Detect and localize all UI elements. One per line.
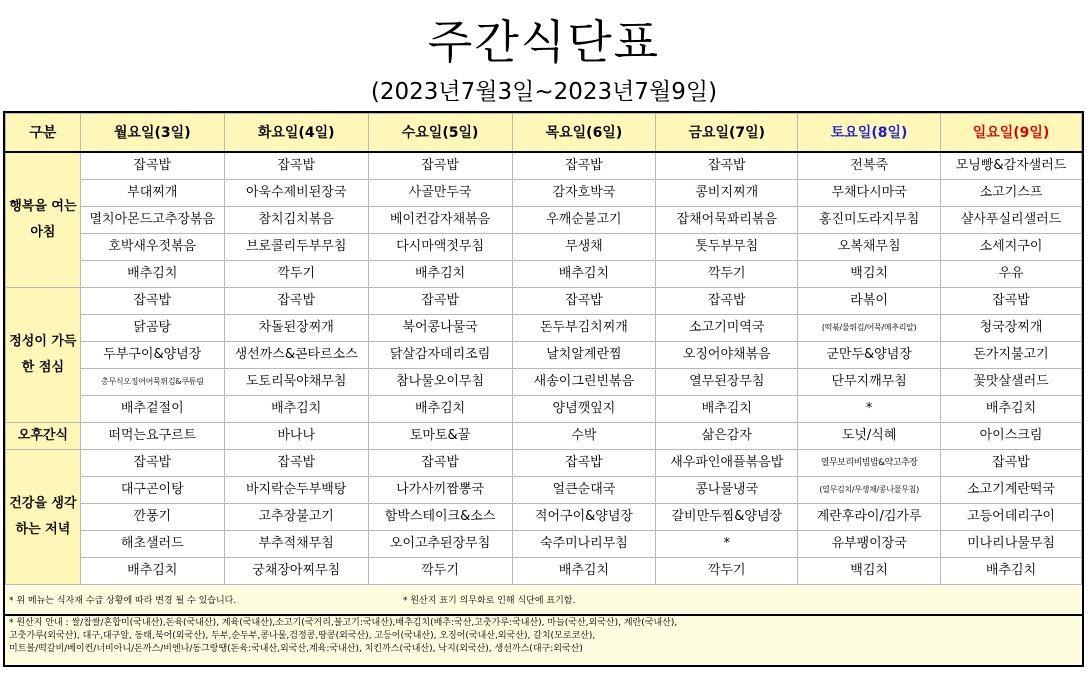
dinner-row — [6, 531, 1082, 558]
menu-item: 백김치 — [798, 558, 941, 585]
menu-item: 숙주미나리무침 — [512, 531, 656, 558]
menu-item: 잡곡밥 — [80, 152, 224, 180]
menu-item: 수박 — [512, 423, 656, 450]
menu-item: 전복죽 — [798, 152, 941, 180]
menu-item: 바지락순두부백탕 — [224, 477, 368, 504]
lunch-row — [6, 396, 1082, 423]
menu-item: 잡곡밥 — [368, 450, 512, 477]
menu-item: 아욱수제비된장국 — [224, 180, 368, 207]
menu-item: 미나리나물무침 — [941, 531, 1082, 558]
menu-item: 날치알계란찜 — [512, 342, 656, 369]
menu-item: 청국장찌개 — [941, 315, 1082, 342]
snack-label: 오후간식 — [6, 423, 81, 450]
menu-item: 열무된장무침 — [656, 369, 798, 396]
note-origin: * 원산지 표기 의무화로 인해 식단에 표기함. — [403, 596, 576, 606]
menu-item: 아이스크림 — [941, 423, 1082, 450]
lunch-row — [6, 315, 1082, 342]
menu-item: 바나나 — [224, 423, 368, 450]
menu-item: 잡곡밥 — [941, 450, 1082, 477]
header-tuesday: 화요일(4일) — [224, 114, 368, 153]
menu-item: 함박스테이크&소스 — [368, 504, 512, 531]
menu-item: 무생채 — [512, 234, 656, 261]
menu-item: 소고기계란떡국 — [941, 477, 1082, 504]
menu-item: 토마토&꿀 — [368, 423, 512, 450]
menu-item: 브로콜리두부무침 — [224, 234, 368, 261]
menu-item: 차돌된장찌개 — [224, 315, 368, 342]
page-title: 주간식단표 — [427, 15, 661, 69]
menu-item: 깍두기 — [656, 261, 798, 288]
menu-item: 궁채장아찌무침 — [224, 558, 368, 585]
menu-item: 잡곡밥 — [368, 152, 512, 180]
menu-item: 고추장불고기 — [224, 504, 368, 531]
menu-item: 배추김치 — [368, 396, 512, 423]
menu-item: 떠먹는요구르트 — [80, 423, 224, 450]
header-category: 구분 — [6, 114, 81, 153]
menu-item: 열무보리비빔밥&약고추장 — [798, 450, 941, 477]
menu-item: 양념깻잎지 — [512, 396, 656, 423]
lunch-row — [6, 342, 1082, 369]
notes-bar — [5, 588, 1082, 616]
dinner-row — [6, 450, 1082, 477]
menu-item: 소고기미역국 — [656, 315, 798, 342]
header-row — [6, 114, 1082, 153]
menu-item: 감자호박국 — [512, 180, 656, 207]
menu-item: 오징어야채볶음 — [656, 342, 798, 369]
menu-item: 생선까스&콘타르소스 — [224, 342, 368, 369]
menu-item: 잡곡밥 — [656, 288, 798, 315]
menu-item: 잡곡밥 — [512, 450, 656, 477]
menu-item: 꽃맛살샐러드 — [941, 369, 1082, 396]
menu-item: 계란후라이/김가루 — [798, 504, 941, 531]
breakfast-row — [6, 180, 1082, 207]
menu-item: 배추김치 — [80, 558, 224, 585]
menu-item: 배추김치 — [512, 558, 656, 585]
menu-item: 톳두부무침 — [656, 234, 798, 261]
menu-item: 배추김치 — [941, 558, 1082, 585]
menu-item: 소고기스프 — [941, 180, 1082, 207]
menu-item: 샬사푸실리샐러드 — [941, 207, 1082, 234]
lunch-row — [6, 369, 1082, 396]
menu-frame — [3, 111, 1084, 667]
menu-item: 적어구이&양념장 — [512, 504, 656, 531]
menu-item: 배추김치 — [80, 261, 224, 288]
header-wednesday: 수요일(5일) — [368, 114, 512, 153]
menu-item: 베이컨감자채볶음 — [368, 207, 512, 234]
menu-item: 닭살감자데리조림 — [368, 342, 512, 369]
menu-item: 새송이그린빈볶음 — [512, 369, 656, 396]
menu-item: (열무김치/무생채/콩나물무침) — [798, 477, 941, 504]
menu-item: 오복채무침 — [798, 234, 941, 261]
menu-item: 소세지구이 — [941, 234, 1082, 261]
header-thursday: 목요일(6일) — [512, 114, 656, 153]
menu-item: 돈가지불고기 — [941, 342, 1082, 369]
breakfast-row — [6, 234, 1082, 261]
menu-item: 배추김치 — [224, 396, 368, 423]
menu-item: 우깨순불고기 — [512, 207, 656, 234]
menu-item: 참나물오이무침 — [368, 369, 512, 396]
breakfast-label: 행복을 여는 아침 — [6, 152, 81, 288]
menu-item: 나가사끼짬뽕국 — [368, 477, 512, 504]
menu-item: 잡곡밥 — [224, 450, 368, 477]
menu-item: 잡곡밥 — [80, 450, 224, 477]
menu-item: 참치김치볶음 — [224, 207, 368, 234]
breakfast-row — [6, 261, 1082, 288]
menu-item: * — [656, 531, 798, 558]
origin-line: 고춧가루(외국산), 대구,대구알, 동태,북어(외국산), 두부,순두부,콩나물,검정콩,땅콩(외국산), 고등어(국내산), 오징어(국내산,외국산), 갈치(모로코산), — [9, 631, 596, 641]
menu-item: 부추적채무침 — [224, 531, 368, 558]
snack-row — [6, 423, 1082, 450]
dinner-label: 건강을 생각하는 저녁 — [6, 450, 81, 585]
menu-item: 잡곡밥 — [224, 152, 368, 180]
breakfast-row — [6, 207, 1082, 234]
origin-line: * 원산지 안내 : 쌀/찹쌀/혼합미(국내산),돈육(국내산), 계육(국내산),소고기(국거리,불고기:국내산),배추김치(배추:국산,고춧가루:국내산), 마늘(국산,외국산), 계란(국내산), — [9, 618, 678, 628]
menu-item: 깐풍기 — [80, 504, 224, 531]
menu-item: 사골만두국 — [368, 180, 512, 207]
menu-item: 돈두부김치찌개 — [512, 315, 656, 342]
lunch-label: 정성이 가득한 점심 — [6, 288, 81, 423]
menu-item: 잡채어묵꽈리볶음 — [656, 207, 798, 234]
menu-item: 배추김치 — [512, 261, 656, 288]
origin-line: 미트볼/떡갈비/베이컨/너비아니/돈까스/비엔나/동그랑땡(돈육:국내산,외국산,계육:국내산), 치킨까스(국내산), 낙지(외국산), 생선까스(대구:외국산) — [9, 644, 583, 654]
lunch-row — [6, 288, 1082, 315]
menu-item: 깍두기 — [656, 558, 798, 585]
menu-item: 배추김치 — [941, 396, 1082, 423]
menu-item: 깍두기 — [368, 558, 512, 585]
dinner-row — [6, 558, 1082, 585]
menu-item: 총무식오징어어묵튀김&쿠튜림 — [80, 369, 224, 396]
menu-item: 백김치 — [798, 261, 941, 288]
menu-item: 잡곡밥 — [512, 152, 656, 180]
menu-item: 잡곡밥 — [656, 152, 798, 180]
dinner-row — [6, 477, 1082, 504]
menu-item: 배추겉절이 — [80, 396, 224, 423]
header-monday: 월요일(3일) — [80, 114, 224, 153]
header-friday: 금요일(7일) — [656, 114, 798, 153]
header-sunday: 일요일(9일) — [941, 114, 1082, 153]
menu-item: 두부구이&양념장 — [80, 342, 224, 369]
menu-item: 잡곡밥 — [512, 288, 656, 315]
menu-item: 모닝빵&감자샐러드 — [941, 152, 1082, 180]
menu-item: 다시마액젓무침 — [368, 234, 512, 261]
menu-item: (떡볶/물튀김/어묵/메추리알) — [798, 315, 941, 342]
menu-item: 우유 — [941, 261, 1082, 288]
header-saturday: 토요일(8일) — [798, 114, 941, 153]
menu-item: 멸치아몬드고추장볶음 — [80, 207, 224, 234]
menu-item: 단무지깨무침 — [798, 369, 941, 396]
menu-item: 잡곡밥 — [80, 288, 224, 315]
dinner-row — [6, 504, 1082, 531]
menu-item: 깍두기 — [224, 261, 368, 288]
menu-item: 도넛/식혜 — [798, 423, 941, 450]
menu-item: 해초샐러드 — [80, 531, 224, 558]
menu-item: 배추김치 — [656, 396, 798, 423]
menu-item: 닭곰탕 — [80, 315, 224, 342]
menu-item: 군만두&양념장 — [798, 342, 941, 369]
menu-item: 콩나물냉국 — [656, 477, 798, 504]
menu-item: 새우파인애플볶음밥 — [656, 450, 798, 477]
menu-item: 도토리묵야채무침 — [224, 369, 368, 396]
menu-item: 라볶이 — [798, 288, 941, 315]
menu-item: 호박새우젓볶음 — [80, 234, 224, 261]
menu-item: 잡곡밥 — [941, 288, 1082, 315]
note-change: * 위 메뉴는 식자재 수급 상황에 따라 변경 될 수 있습니다. — [9, 596, 237, 606]
menu-item: 고등어데리구이 — [941, 504, 1082, 531]
breakfast-row — [6, 152, 1082, 180]
menu-item: 북어콩나물국 — [368, 315, 512, 342]
menu-item: 배추김치 — [368, 261, 512, 288]
date-range: (2023년7월3일~2023년7월9일) — [370, 79, 718, 105]
menu-item: 홍진미도라지무침 — [798, 207, 941, 234]
menu-item: 잡곡밥 — [224, 288, 368, 315]
menu-item: 잡곡밥 — [368, 288, 512, 315]
menu-item: 콩비지찌개 — [656, 180, 798, 207]
menu-item: 유부팽이장국 — [798, 531, 941, 558]
menu-item: 삶은감자 — [656, 423, 798, 450]
weekly-menu-table — [5, 113, 1082, 585]
menu-item: 얼큰순대국 — [512, 477, 656, 504]
menu-item: 갈비만두찜&양념장 — [656, 504, 798, 531]
menu-item: 부대찌개 — [80, 180, 224, 207]
menu-item: 무채다시마국 — [798, 180, 941, 207]
menu-item: * — [798, 396, 941, 423]
origin-info — [9, 617, 1079, 656]
menu-item: 오이고추된장무침 — [368, 531, 512, 558]
menu-item: 대구곤이탕 — [80, 477, 224, 504]
